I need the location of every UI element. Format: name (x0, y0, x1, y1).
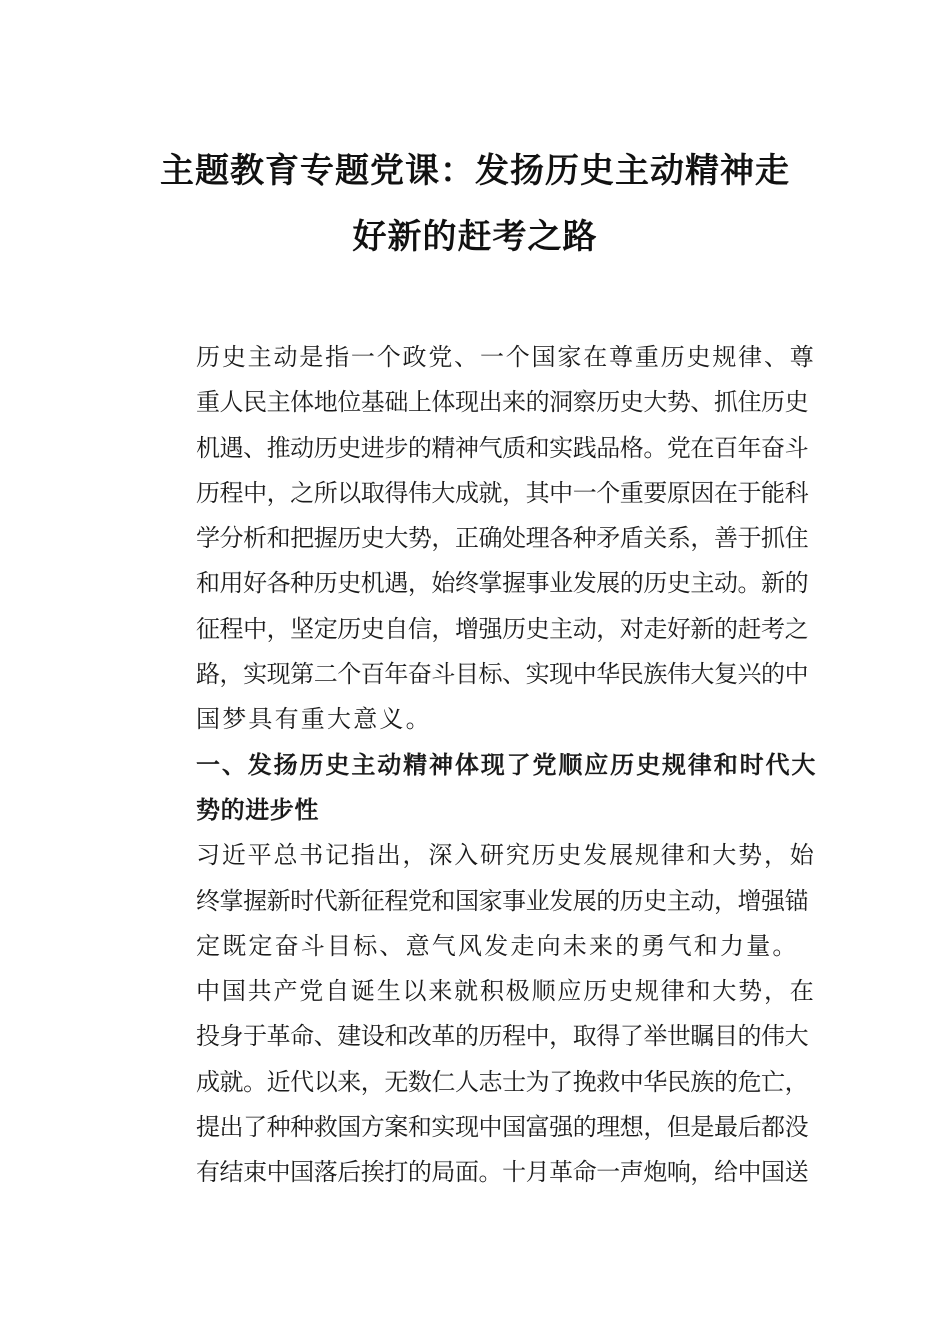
text-line: 终掌握新时代新征程党和国家事业发展的历史主动，增强锚 (196, 886, 808, 915)
text-line: 征程中，坚定历史自信，增强历史主动，对走好新的赶考之 (196, 614, 808, 643)
text-line: 定既定奋斗目标、意气风发走向未来的勇气和力量。 (196, 931, 799, 960)
text-line: 和用好各种历史机遇，始终掌握事业发展的历史主动。新的 (196, 569, 808, 598)
text-line: 历史主动是指一个政党、一个国家在尊重历史规律、尊 (196, 343, 808, 371)
text-line: 投身于革命、建设和改革的历程中，取得了举世瞩目的伟大 (196, 1022, 808, 1051)
document-title-line-2: 好新的赶考之路 (352, 217, 598, 257)
heading-line: 势的进步性 (196, 795, 319, 824)
heading-line: 一、发扬历史主动精神体现了党顺应历史规律和时代大 (196, 750, 808, 779)
text-line: 成就。近代以来，无数仁人志士为了挽救中华民族的危亡， (196, 1067, 808, 1096)
text-line: 机遇、推动历史进步的精神气质和实践品格。党在百年奋斗 (196, 433, 808, 462)
paragraph-quote (148, 833, 808, 969)
text-line: 路，实现第二个百年奋斗目标、实现中华民族伟大复兴的中 (196, 660, 808, 689)
text-line: 中国共产党自诞生以来就积极顺应历史规律和大势，在 (196, 977, 808, 1006)
paragraph-history (148, 969, 808, 1195)
document-title-line-1: 主题教育专题党课：发扬历史主动精神走 (160, 151, 790, 191)
text-line: 历程中，之所以取得伟大成就，其中一个重要原因在于能科 (196, 478, 808, 507)
text-line: 有结束中国落后挨打的局面。十月革命一声炮响，给中国送 (196, 1158, 808, 1187)
paragraph-intro (148, 335, 808, 743)
section-heading-1 (148, 743, 808, 834)
text-line: 学分析和把握历史大势，正确处理各种矛盾关系，善于抓住 (196, 524, 808, 553)
text-line: 重人民主体地位基础上体现出来的洞察历史大势、抓住历史 (196, 388, 808, 417)
document-body (148, 335, 808, 1196)
text-line: 提出了种种救国方案和实现中国富强的理想，但是最后都没 (196, 1113, 808, 1142)
text-line: 习近平总书记指出，深入研究历史发展规律和大势，始 (196, 841, 808, 870)
text-line: 国梦具有重大意义。 (196, 705, 432, 734)
